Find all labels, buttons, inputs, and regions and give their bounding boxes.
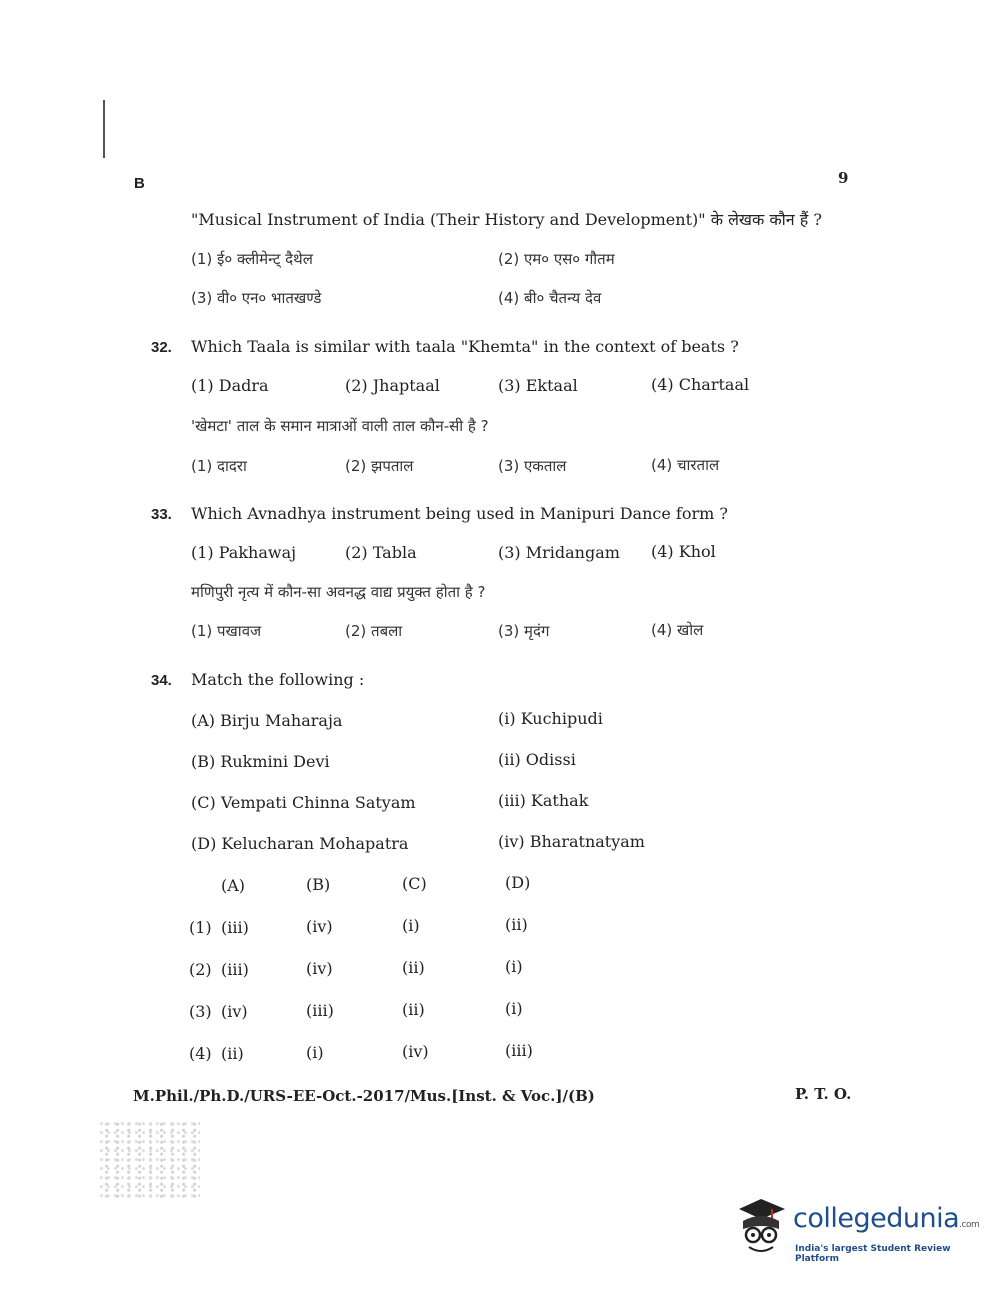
- q34-number: 34.: [151, 672, 172, 689]
- q34-answer-4-a: (ii): [221, 1044, 244, 1063]
- q32-option-3: (3) Ektaal: [498, 376, 578, 395]
- logo-brand: collegedunia: [793, 1203, 960, 1234]
- q31-hindi-option-4: (4) बी० चैतन्य देव: [498, 289, 602, 307]
- q34-answer-4-b: (i): [306, 1043, 324, 1062]
- q34-answer-1-c: (i): [402, 916, 420, 935]
- scan-speckle: [100, 1120, 200, 1200]
- q33-option-2: (2) Tabla: [345, 543, 417, 562]
- q33-option-1: (1) Pakhawaj: [191, 543, 297, 562]
- footer-code: M.Phil./Ph.D./URS-EE-Oct.-2017/Mus.[Inst. & Voc.]/(B): [133, 1087, 595, 1105]
- logo-suffix: .com: [959, 1220, 980, 1230]
- q32-question: Which Taala is similar with taala "Khemta" in the context of beats ?: [191, 337, 739, 356]
- q34-answer-1-label: (1): [189, 918, 212, 937]
- collegedunia-logo: [735, 1195, 980, 1265]
- logo-tagline: India's largest Student Review Platform: [795, 1244, 951, 1264]
- q31-hindi-option-3: (3) वी० एन० भातखण्डे: [191, 289, 322, 307]
- q34-answer-1-a: (iii): [221, 918, 249, 937]
- mascot-icon: [735, 1195, 791, 1257]
- q33-option-3: (3) Mridangam: [498, 543, 620, 562]
- q31-hindi-option-2: (2) एम० एस० गौतम: [498, 250, 615, 268]
- q34-answer-2-d: (i): [505, 957, 523, 976]
- q32-hindi-option-1: (1) दादरा: [191, 457, 247, 475]
- q34-col-d: (D): [505, 873, 531, 892]
- q33-hindi-question: मणिपुरी नृत्य में कौन-सा अवनद्ध वाद्य प्रयुक्त होता है ?: [191, 583, 486, 601]
- q34-answer-1-d: (ii): [505, 915, 528, 934]
- q34-answer-3-c: (ii): [402, 1000, 425, 1019]
- q33-hindi-option-4: (4) खोल: [651, 621, 704, 639]
- q34-right-iv: (iv) Bharatnatyam: [498, 832, 645, 851]
- q34-col-c: (C): [402, 874, 427, 893]
- q34-left-c: (C) Vempati Chinna Satyam: [191, 793, 416, 812]
- q34-answer-2-label: (2): [189, 960, 212, 979]
- page-number: 9: [838, 169, 849, 187]
- scan-edge-mark: [103, 100, 105, 158]
- q34-col-b: (B): [306, 875, 331, 894]
- q34-answer-3-b: (iii): [306, 1001, 334, 1020]
- q33-number: 33.: [151, 506, 172, 523]
- q34-answer-3-d: (i): [505, 999, 523, 1018]
- q34-answer-4-c: (iv): [402, 1042, 429, 1061]
- set-letter: B: [134, 175, 145, 192]
- q32-option-2: (2) Jhaptaal: [345, 376, 440, 395]
- q32-option-4: (4) Chartaal: [651, 375, 750, 394]
- q34-answer-1-b: (iv): [306, 917, 333, 936]
- q32-hindi-option-4: (4) चारताल: [651, 456, 720, 474]
- q32-option-1: (1) Dadra: [191, 376, 269, 395]
- q33-hindi-option-3: (3) मृदंग: [498, 622, 550, 640]
- q34-answer-3-a: (iv): [221, 1002, 248, 1021]
- q33-hindi-option-1: (1) पखावज: [191, 622, 262, 640]
- q33-hindi-option-2: (2) तबला: [345, 622, 403, 640]
- q34-answer-3-label: (3): [189, 1002, 212, 1021]
- q34-right-i: (i) Kuchipudi: [498, 709, 603, 728]
- q34-right-iii: (iii) Kathak: [498, 791, 589, 810]
- q31-hindi-option-1: (1) ई० क्लीमेन्ट् दैथेल: [191, 250, 313, 268]
- q34-answer-2-a: (iii): [221, 960, 249, 979]
- q34-left-a: (A) Birju Maharaja: [191, 711, 343, 730]
- q33-question: Which Avnadhya instrument being used in Manipuri Dance form ?: [191, 504, 728, 523]
- q32-hindi-option-2: (2) झपताल: [345, 457, 414, 475]
- q34-left-d: (D) Kelucharan Mohapatra: [191, 834, 409, 853]
- q34-answer-2-c: (ii): [402, 958, 425, 977]
- q34-answer-2-b: (iv): [306, 959, 333, 978]
- q34-left-b: (B) Rukmini Devi: [191, 752, 330, 771]
- q32-hindi-question: 'खेमटा' ताल के समान मात्राओं वाली ताल कौन-सी है ?: [191, 417, 489, 435]
- q32-hindi-option-3: (3) एकताल: [498, 457, 567, 475]
- q34-right-ii: (ii) Odissi: [498, 750, 576, 769]
- q34-question: Match the following :: [191, 670, 365, 689]
- q33-option-4: (4) Khol: [651, 542, 716, 561]
- footer-pto: P. T. O.: [795, 1085, 852, 1103]
- q32-number: 32.: [151, 339, 172, 356]
- q34-answer-4-label: (4): [189, 1044, 212, 1063]
- q31-hindi-question: "Musical Instrument of India (Their History and Development)" के लेखक कौन हैं ?: [191, 210, 822, 229]
- q34-answer-4-d: (iii): [505, 1041, 533, 1060]
- q34-col-a: (A): [221, 876, 246, 895]
